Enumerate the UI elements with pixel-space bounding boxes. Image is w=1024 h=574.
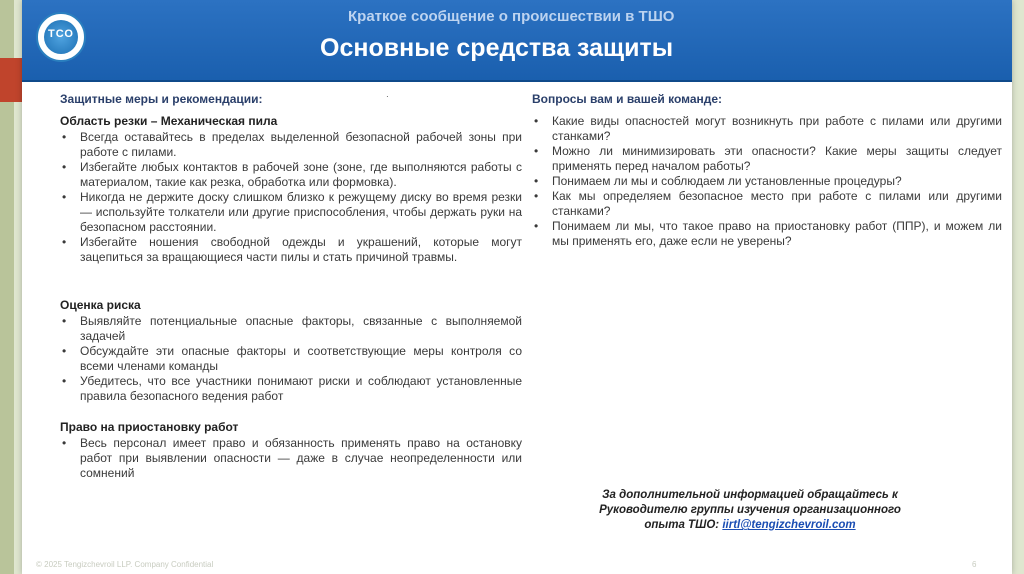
- slide-content: [22, 82, 1012, 574]
- footer-copyright: © 2025 Tengizchevroil LLP. Company Confidential: [36, 560, 214, 569]
- section-cutting-area: [60, 114, 522, 265]
- logo-text: ТСО: [48, 28, 74, 40]
- questions-list: [532, 114, 1002, 249]
- stray-mark: ·: [386, 92, 389, 101]
- left-column-heading: Защитные меры и рекомендации:: [60, 92, 263, 106]
- contact-info: [570, 488, 930, 533]
- page-number: 6: [972, 560, 977, 569]
- section-stop-work-authority: [60, 420, 522, 481]
- section-risk-assessment: [60, 298, 522, 404]
- list-item: • Весь персонал имеет право и обязанность применять право на остановку работ при выявлении опасности — даже в случае неопределенности или сомнений: [62, 436, 522, 480]
- contact-line: Руководителю группы изучения организационного: [599, 504, 901, 516]
- list-item: • Обсуждайте эти опасные факторы и соответствующие меры контроля со всеми членами команды: [62, 344, 522, 373]
- header-subtitle: Краткое сообщение о происшествии в ТШО: [348, 8, 675, 25]
- bullet-list: [60, 436, 522, 481]
- bullet-list: [60, 314, 522, 404]
- section-title: Оценка риска: [60, 298, 141, 312]
- list-item: • Как мы определяем безопасное место при работе с пилами или другими станками?: [534, 189, 1002, 218]
- left-column: [60, 92, 522, 481]
- list-item: • Всегда оставайтесь в пределах выделенной безопасной рабочей зоны при работе с пилами.: [62, 130, 522, 159]
- list-item: • Понимаем ли мы, что такое право на приостановку работ (ППР), и можем ли мы применять его, даже если не уверены?: [534, 219, 1002, 248]
- contact-email-link[interactable]: iirtl@tengizchevroil.com: [722, 519, 856, 531]
- list-item: • Выявляйте потенциальные опасные факторы, связанные с выполняемой задачей: [62, 314, 522, 343]
- list-item: • Избегайте ношения свободной одежды и украшений, которые могут зацепиться за вращающиеся части пилы и стать причиной травмы.: [62, 235, 522, 264]
- list-item: • Избегайте любых контактов в рабочей зоне (зоне, где выполняются работы с материалом, такие как резка, обработка или формовка).: [62, 160, 522, 189]
- page-title: Основные средства защиты: [320, 34, 674, 62]
- list-item: • Можно ли минимизировать эти опасности? Какие меры защиты следует применять перед началом работы?: [534, 144, 1002, 173]
- right-column-heading: Вопросы вам и вашей команде:: [532, 92, 723, 106]
- bullet-list: [60, 130, 522, 265]
- list-item: • Понимаем ли мы и соблюдаем ли установленные процедуры?: [534, 174, 902, 188]
- list-item: • Никогда не держите доску слишком близко к режущему диску во время резки — используйте толкатели или другие приспособления, чтобы держать руки на безопасном расстоянии.: [62, 190, 522, 234]
- list-item: • Убедитесь, что все участники понимают риски и соблюдают установленные правила безопасного ведения работ: [62, 374, 522, 403]
- right-column: [532, 92, 1002, 249]
- section-title: Область резки – Механическая пила: [60, 114, 278, 128]
- slide: [22, 0, 1012, 574]
- company-logo: [36, 12, 86, 62]
- slide-header: [22, 0, 1012, 82]
- section-title: Право на приостановку работ: [60, 420, 239, 434]
- list-item: • Какие виды опасностей могут возникнуть при работе с пилами или другими станками?: [534, 114, 1002, 143]
- contact-line: За дополнительной информацией обращайтесь к: [602, 489, 898, 501]
- contact-line: опыта ТШО: iirtl@tengizchevroil.com: [644, 519, 856, 531]
